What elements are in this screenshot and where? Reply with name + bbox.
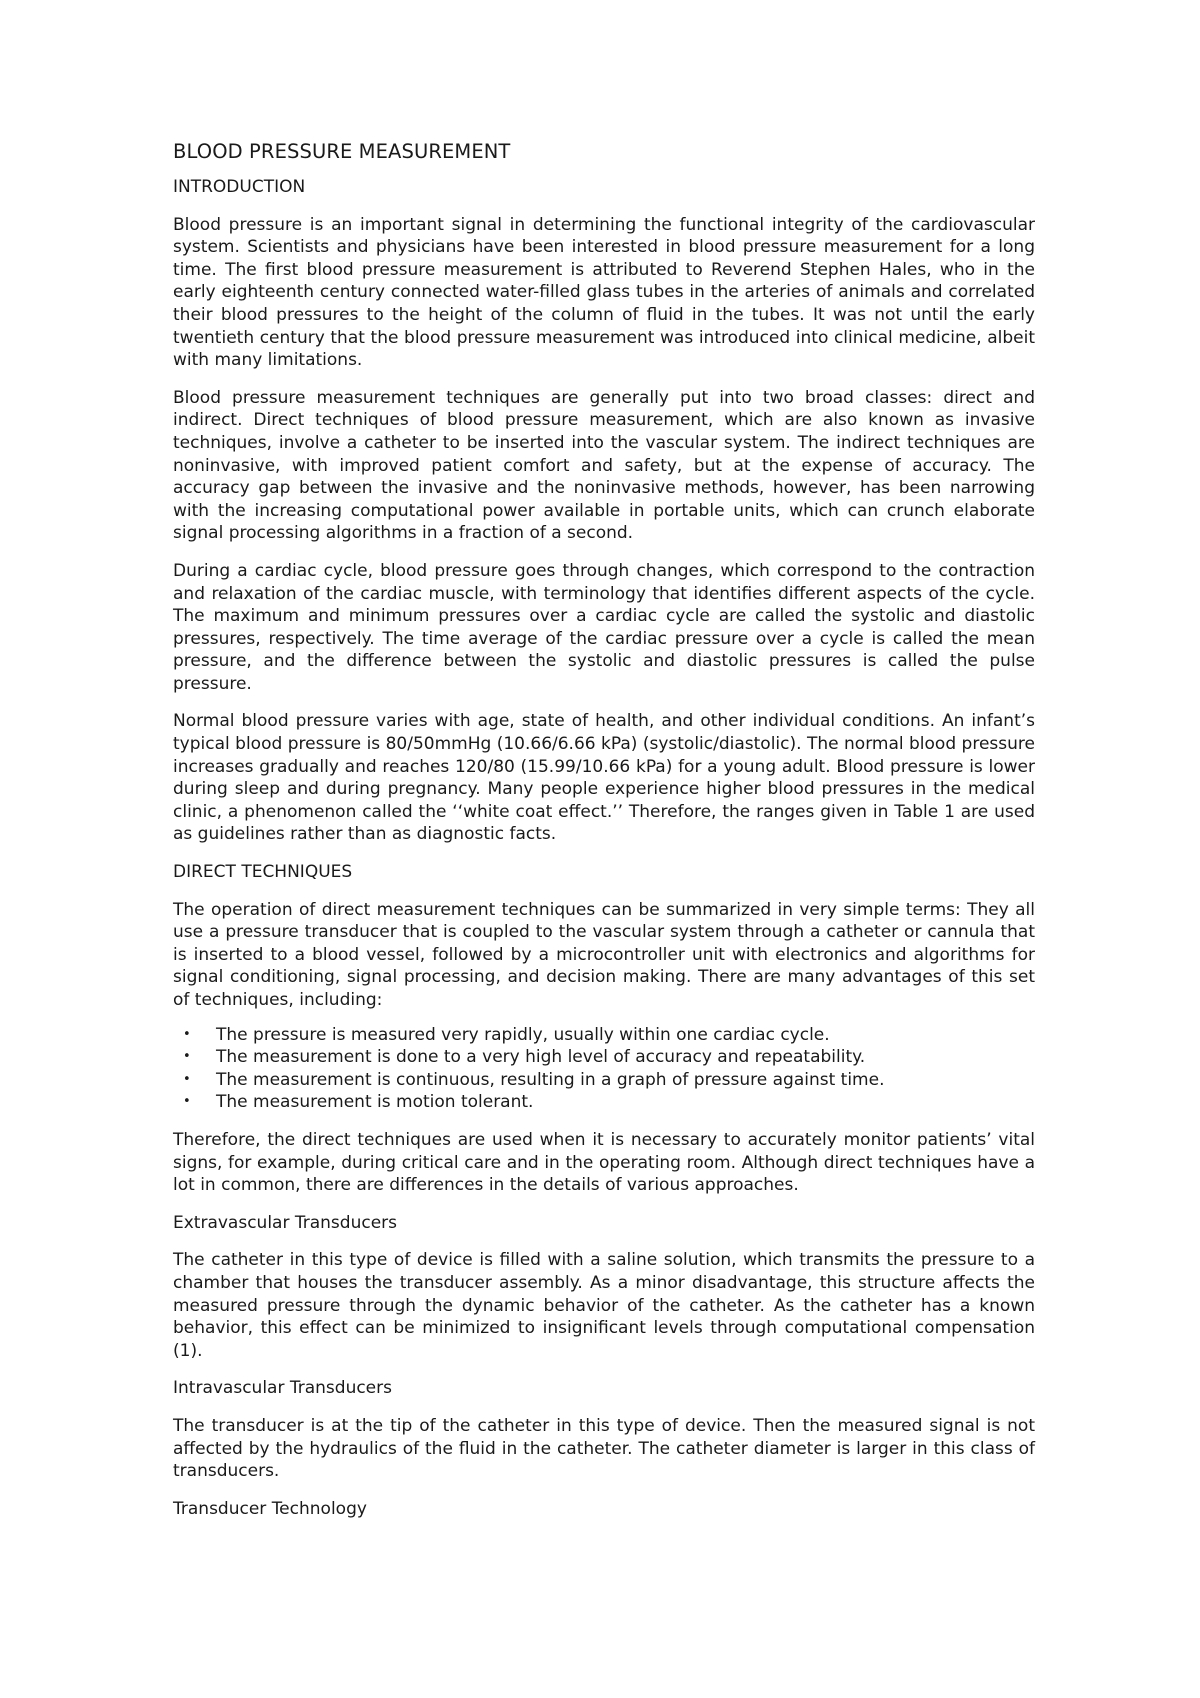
direct-intro-paragraph: The operation of direct measurement techniques can be summarized in very simple terms: They all use a pressure transducer that is coupled to the vascular system through a catheter or cannula that is inserted to a blood vessel, followed by a microcontroller unit with electronics and algorithms for signal conditioning, signal processing, and decision making. There are many advantages of this set of techniques, including: [173, 899, 1035, 1010]
bullet-icon: • [183, 1049, 191, 1065]
list-item [173, 1024, 1035, 1047]
section-heading-introduction: INTRODUCTION [173, 177, 306, 197]
document-title: BLOOD PRESSURE MEASUREMENT [173, 140, 511, 163]
section-heading-intravascular: Intravascular Transducers [173, 1378, 392, 1399]
intravascular-paragraph: The transducer is at the tip of the catheter in this type of device. Then the measured signal is not affected by the hydraulics of the fluid in the catheter. The catheter diameter is larger in this class of transducers. [173, 1415, 1035, 1482]
list-item-text: The measurement is continuous, resulting in a graph of pressure against time. [216, 1069, 885, 1090]
section-heading-extravascular: Extravascular Transducers [173, 1212, 398, 1233]
list-item-text: The measurement is done to a very high level of accuracy and repeatability. [216, 1047, 866, 1068]
section-heading-transducer-technology: Transducer Technology [173, 1498, 367, 1519]
section-heading-direct-techniques: DIRECT TECHNIQUES [173, 862, 353, 883]
list-item [173, 1091, 1035, 1114]
direct-outro-paragraph: Therefore, the direct techniques are used when it is necessary to accurately monitor patients’ vital signs, for example, during critical care and in the operating room. Although direct techniques have a lot in common, there are differences in the details of various approaches. [173, 1129, 1035, 1196]
intro-paragraph-1: Blood pressure is an important signal in determining the functional integrity of the cardiovascular system. Scientists and physicians have been interested in blood pressure measurement for a long time. The first blood pressure measurement is attributed to Reverend Stephen Hales, who in the early eighteenth century connected water-filled glass tubes in the arteries of animals and correlated their blood pressures to the height of the column of fluid in the tubes. It was not until the early twentieth century that the blood pressure measurement was introduced into clinical medicine, albeit with many limitations. [173, 214, 1035, 371]
intro-paragraph-3: During a cardiac cycle, blood pressure goes through changes, which correspond to the contraction and relaxation of the cardiac muscle, with terminology that identifies different aspects of the cycle. The maximum and minimum pressures over a cardiac cycle are called the systolic and diastolic pressures, respectively. The time average of the cardiac pressure over a cycle is called the mean pressure, and the difference between the systolic and diastolic pressures is called the pulse pressure. [173, 560, 1035, 694]
bullet-icon: • [183, 1026, 191, 1042]
list-item [173, 1046, 1035, 1069]
advantages-list [173, 1024, 1035, 1114]
document-page [173, 140, 1035, 1535]
intro-paragraph-2: Blood pressure measurement techniques are generally put into two broad classes: direct and indirect. Direct techniques of blood pressure measurement, which are also known as invasive techniques, involve a catheter to be inserted into the vascular system. The indirect techniques are noninvasive, with improved patient comfort and safety, but at the expense of accuracy. The accuracy gap between the invasive and the noninvasive methods, however, has been narrowing with the increasing computational power available in portable units, which can crunch elaborate signal processing algorithms in a fraction of a second. [173, 387, 1035, 544]
intro-paragraph-4: Normal blood pressure varies with age, state of health, and other individual conditions. An infant’s typical blood pressure is 80/50mmHg (10.66/6.66 kPa) (systolic/diastolic). The normal blood pressure increases gradually and reaches 120/80 (15.99/10.66 kPa) for a young adult. Blood pressure is lower during sleep and during pregnancy. Many people experience higher blood pressures in the medical clinic, a phenomenon called the ‘‘white coat effect.’’ Therefore, the ranges given in Table 1 are used as guidelines rather than as diagnostic facts. [173, 711, 1035, 845]
list-item-text: The pressure is measured very rapidly, usually within one cardiac cycle. [216, 1024, 830, 1045]
bullet-icon: • [183, 1094, 191, 1110]
extravascular-paragraph: The catheter in this type of device is filled with a saline solution, which transmits the pressure to a chamber that houses the transducer assembly. As a minor disadvantage, this structure affects the measured pressure through the dynamic behavior of the catheter. As the catheter has a known behavior, this effect can be minimized to insignificant levels through computational compensation (1). [173, 1250, 1035, 1361]
list-item-text: The measurement is motion tolerant. [216, 1092, 534, 1113]
bullet-icon: • [183, 1071, 191, 1087]
list-item [173, 1069, 1035, 1092]
